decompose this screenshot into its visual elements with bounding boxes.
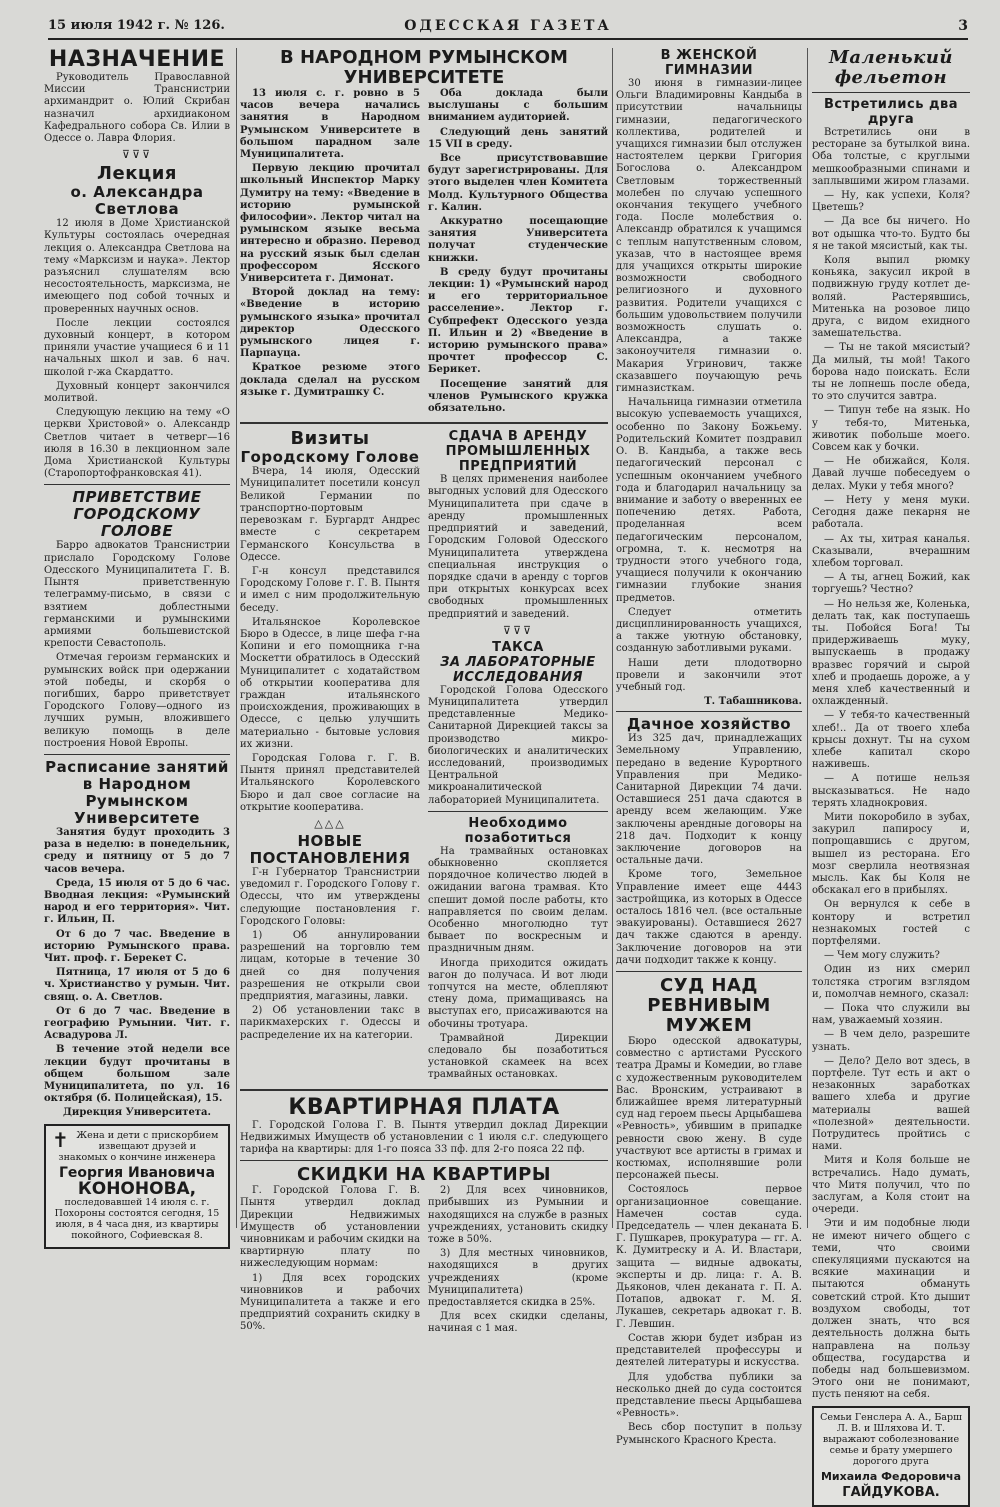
ornament: △△△ [314,816,346,830]
discounts-p1: Г. Городской Голова Г. В. Пынтя утвердил доклад Дирекции Недвижимых Имуществ об установлении чиновникам и рабочим скидки на квартирную плату по нижеследующим нормам: [240,1185,420,1270]
greeting-heading: ПРИВЕТСТВИЕ ГОРОДСКОМУ ГОЛОВЕ [72,488,202,541]
decrees-heading-1: НОВЫЕ [297,831,363,850]
university-a1: 13 июля с. г. ровно в 5 часов вечера начались занятия в Народном Румынском Университете в большом парадном зале Муниципалитета. [240,88,420,161]
divider [240,1160,608,1161]
visits-p3: Итальянское Королевское Бюро в Одессе, в лице шефа г-на Копини и его помощника г-на Москетти обратилось в Одесский Муниципалитет с ходатайством об открытии кооператива для граждан итальянского происхождения, проживающих в Одессе, с целью улучшить материально - бытовые условия их жизни. [240,616,420,750]
column-divider [807,48,808,1228]
divider [240,422,608,424]
feuilleton-p: — В чем дело, разрешите узнать. [812,1029,970,1053]
visits-heading-2: Городскому Голове [240,448,420,467]
court-p2: Состоялось первое организационное совещание. Намечен состав суда. Председатель — член деканата Б. Г. Пушкарев, прокуратура — гг. А. К. Думитреску и А. И. Властари, защита — видные адвокаты, эксперты и др. лица: г. А. В. Дьяконов, член деканата г. П. А. Потапов, адвокат г. М. Я. Лукашев, секретарь адвокат г. В. Г. Левшин. [616,1184,802,1330]
university-b6: Посещение занятий для членов Румынского кружка обязательно. [428,378,608,415]
cross-icon: ✝ [52,1127,69,1152]
court-heading: СУД НАД РЕВНИВЫМ МУЖЕМ [647,975,771,1037]
lecture-heading-2: о. Александра Светлова [70,183,204,219]
newspaper-title: ОДЕССКАЯ ГАЗЕТА [404,18,612,34]
feuilleton-p: Он вернулся к себе в контору и встретил незнакомых гостей с портфелями. [812,899,970,947]
discounts-p4: 3) Для местных чиновников, находящихся в других учреждениях (кроме Муниципалитета) предоставляется скидка в 25%. [428,1248,608,1309]
care-p1: На трамвайных остановках обыкновенно скопляется порядочное количество людей в ожидании вагона трамвая. Кто спешит домой после работы, кто направляется по своим делам. Особенно многолюдно тут бывает по воскресным и праздничным дням. [428,845,608,955]
care-heading: Необходимо позаботиться [464,815,572,846]
page-number: 3 [958,18,968,34]
obituary-box [44,1124,230,1249]
column-divider [236,48,237,1228]
condolence-name1: Михаила Федоровича [820,1469,962,1483]
lecture-heading-1: Лекция [97,163,177,185]
gymnasium-p1: 30 июня в гимназии-лицее Ольги Владимировны Кандыба в присутствии начальницы гимназии, педагогического коллектива, родителей и учащихся гимназии был отслужен настоятелем церкви Григория Богослова о. Александром Светловым торжественный молебен по случаю успешного окончания текущего учебного года. После молебствия о. Александр обратился к учащимся с теплым напутственным словом, указав, что в настоящее время для учащихся открыты широкие возможности свободного религиозного и духовного развития. Родители учащихся с большим удовольствием получили возможность слушать о. Александра, а также законоучителя гимназии о. Макария Угринович, также сказавшего поучающую речь гимназисткам. [616,78,802,395]
divider [240,1089,608,1091]
schedule-fri: Пятница, 17 июля от 5 до 6 ч. Христианство у румын. Чит. свящ. о. А. Светлов. [44,967,230,1003]
university-b1: Оба доклада были выслушаны с большим вниманием аудиторией. [428,88,608,124]
university-b2: Следующий день занятий 15 VII в среду. [428,126,608,150]
feuilleton-p: — Не обижайся, Коля. Давай лучше побеседуем о делах. Муки у тебя много? [812,456,970,492]
obituary-line2: последовавшей 14 июля с. г. Похороны состоятся сегодня, 15 июля, в 4 часа дня, из квартиры покойного, Софиевская 8. [54,1196,220,1241]
visits-p4: Городская Голова г. Г. В. Пынтя принял представителей Итальянского Королевского Бюро и дал свое согласие на открытие кооператива. [240,752,420,813]
tariff-heading-2: ЗА ЛАБОРАТОРНЫЕ ИССЛЕДОВАНИЯ [440,654,596,685]
divider [44,754,230,755]
middle-articles [240,429,608,1083]
feuilleton-p: Митя и Коля больше не встречались. Надо думать, что Митя получил, что по заслугам, а Коля стоит на очереди. [812,1155,970,1216]
masthead [48,18,968,40]
dacha-p1: Из 325 дач, принадлежащих Земельному Управлению, передано в ведение Курортного Управления при Медико-Санитарной Дирекции 74 дачи. Оставшиеся 251 дача сдаются в аренду всем желающим. Уже заключены арендные договоры на 218 дач. Подходит к концу заключение договоров на остальные дачи. [616,733,802,867]
feuilleton-p: — Но нельзя же, Коленька, делать так, как поступаешь ты. Побойся Бога! Ты придерживаешь муку, выпускаешь в продажу вразвес горячий и сырой хлеб и продаешь дороже, а у меня хлеб качественный и охлажденный. [812,598,970,708]
feuilleton-label-2: фельетон [834,67,948,88]
feuilleton-p: — Нету у меня муки. Сегодня даже пекарня не работала. [812,494,970,531]
condolence-box [812,1406,970,1507]
feuilleton-p: — А потише нельзя высказываться. Не надо терять хладнокровия. [812,773,970,809]
feuilleton-p: Встретились они в ресторане за бутылкой вина. Оба толстые, с круглыми мешкообразными спинами и заплывшими жиром глазами. [812,127,970,187]
feuilleton-p: — Пока что служили вы нам, уважаемый хозяин. [812,1003,970,1027]
decrees-heading-2: ПОСТАНОВЛЕНИЯ [249,848,411,867]
discounts-heading: СКИДКИ НА КВАРТИРЫ [296,1164,552,1186]
greeting-p1: Барро адвокатов Транснистрии прислало Городскому Голове Одесского Муниципалитета Г. В. Пынтя приветственную телеграмму-письмо, в связи с взятием доблестными германскими и румынскими армиями большевистской крепости Севастополь. [44,540,230,650]
appointment-text: Руководитель Православной Миссии Транснистрии архимандрит о. Юлий Скрибан назначил архидиаконом Кафедрального собора Св. Илии в Одессе о. Лавра Флория. [44,72,230,145]
obituary-name1: Георгия Ивановича [58,1164,216,1181]
ornament: ⊽⊽⊽ [502,623,534,637]
feuilleton-p: — Да все бы ничего. Но вот одышка что-то. Будто бы я не такой мясистый, как ты. [812,216,970,252]
university-article [240,88,608,417]
discounts-p3: 2) Для всех чиновников, прибывших из Румынии и находящихся на службе в разных учреждениях, установить скидку тоже в 50%. [428,1185,608,1246]
tariff-p1: Городской Голова Одесского Муниципалитета утвердил представленные Медико-Санитарной Дирекцией таксы за производство микро-биологических и аналитических исследований, производимых Центральной микроаналитической лабораторией Муниципалитета. [428,684,608,806]
discounts-article [240,1185,608,1337]
schedule-intro: Занятия будут проходить 3 раза в неделю: в понедельник, среду и пятницу от 5 до 7 часов вечера. [44,826,230,875]
feuilleton-p: — А ты, агнец Божий, как торгуешь? Честно? [812,572,970,596]
university-a2: Первую лекцию прочитал школьный Инспектор Марку Думитру на тему: «Введение в историю румынской философии». Лектор читал на румынском языке весьма интересно и образно. Перевод на русский язык был сделан профессором Ясского Университета г. Димонат. [240,163,420,285]
lecture-p1: 12 июля в Доме Христианской Культуры состоялась очередная лекция о. Александра Светлова на тему «Марксизм и наука». Лектор разъяснил слушателям всю несостоятельность, марксизма, не имеющего под собой точных и проверенных научных основ. [44,218,230,315]
feuilleton-p: — У тебя-то качественный хлеб!.. Да от твоего хлеба крысы дохнут. Ты на сухом хлебе капитал скоро наживешь. [812,710,970,771]
column-4 [812,47,970,1500]
decrees-p1: Г-н Губернатор Транснистрии уведомил г. Городского Голову г. Одессы, что им утверждены следующие постановления г. Городского Головы: [240,866,420,927]
lecture-p4: Следующую лекцию на тему «О церкви Христовой» о. Александр Светлов читает в четверг—16 июля в 16.30 в лекционном зале Дома Христианской Культуры (Старопортофранковская 41). [44,407,230,480]
university-b4: Аккуратно посещающие занятия Университета получат студенческие книжки. [428,216,608,264]
lecture-p2: После лекции состоялся духовный концерт, в котором приняли участие учащиеся 6 и 11 начальных школ и зав. 6 нач. школой г-жа Скардатто. [44,317,230,378]
university-a4: Краткое резюме этого доклада сделал на русском языке г. Думитрашку С. [240,362,420,398]
obituary-line1: Жена и дети с прискорбием извещают друзей и знакомых о кончине инженера [58,1129,219,1163]
lease-heading: СДАЧА В АРЕНДУ ПРОМЫШЛЕННЫХ ПРЕДПРИЯТИЙ [445,429,591,475]
divider [812,92,970,93]
schedule-wed: Среда, 15 июля от 5 до 6 час. Вводная лекция: «Румынский народ и его территория». Чит. г. Ильин, П. [44,877,230,926]
feuilleton-p: — Чем могу служить? [824,950,940,962]
visits-p2: Г-н консул представился Городскому Голове г. Г. В. Пынтя и имел с ним продолжительную беседу. [240,565,420,614]
lecture-p3: Духовный концерт закончился молитвой. [44,380,230,405]
discounts-p2: 1) Для всех городских чиновников и рабочих Муниципалитета а также и его предприятий сохранить скидку в 50%. [240,1272,420,1333]
visits-heading-1: Визиты [290,428,370,450]
visits-p1: Вчера, 14 июля, Одесский Муниципалитет посетили консул Великой Германии по транспортно-портовым перевозкам г. Бургардт Андрес вместе с секретарем Германского Консульства в Одессе. [240,466,420,563]
gymnasium-p4: Наши дети плодотворно провели и закончили этот учебный год. [616,657,802,693]
issue-date: 15 июля 1942 г. № 126. [48,18,225,33]
court-p3: Состав жюри будет избран из представителей профессуры и деятелей литературы и искусства. [616,1332,802,1369]
column-divider [612,48,613,1228]
rent-heading: КВАРТИРНАЯ ПЛАТА [288,1094,560,1120]
feuilleton-p: — Ты не такой мясистый? Да милый, ты мой! Такого борова надо поискать. Если ты не лопнешь после обеда, то это случится завтра. [812,342,970,403]
condolence-name2: ГАЙДУКОВА. [842,1484,940,1500]
feuilleton-p: — Типун тебе на язык. Но у тебя-то, Митенька, животик побольше моего. Совсем как у бочки. [812,405,970,454]
feuilleton-heading: Встретились два друга [824,97,958,127]
greeting-p2: Отмечая героизм германских и румынских войск при одержании этой победы, и скорбя о погибших, барро приветствует Городского Голову—одного из лучших румын, вложившего великую помощь в деле построения Новой Европы. [44,652,230,749]
column-1 [44,47,230,1241]
university-b3: Все присутствовавшие будут зарегистрированы. Для этого выделен член Комитета Молд. Культурного Общества г. Калин. [428,153,608,213]
gymnasium-p2: Начальница гимназии отметила высокую успеваемость учащихся, особенно по Закону Божьему. Родительский Комитет поздравил О. В. Кандыба, а также весь педагогический персонал с успешным окончанием учебного года и благодарил начальницу за внимание и заботу о вверенных ее попечению детях. Работа, проделанная всем педагогическим персоналом, огромна, т. к. несмотря на трудности этого учебного года, учащиеся получили к окончанию гимназии глубокие знания предметов. [616,397,802,604]
feuilleton-p: Один из них смерил толстяка строгим взглядом и, помолчав немного, сказал: [812,964,970,1000]
divider [428,811,608,812]
court-p4: Для удобства публики за несколько дней до суда состоится представление пьесы Арцыбашева «Ревность». [616,1371,802,1420]
condolence-text: Семьи Генслера А. А., Барш Л. В. и Шляхова И. Т. выражают соболезнование семье и брату умершего дорогого друга [820,1411,962,1467]
divider [616,711,802,712]
rent-p1: Г. Городской Голова Г. В. Пынтя утвердил доклад Дирекции Недвижимых Имуществ об установлении с 1 июля с.г. следующего тарифа на квартиры: для 1-го пояса 33 пф. для 2-го пояса 22 пф. [240,1119,608,1156]
discounts-p5: Для всех скидки сделаны, начиная с 1 мая. [428,1311,608,1335]
schedule-fri2: От 6 до 7 час. Введение в географию Румынии. Чит. г. Асвадурова Л. [44,1005,230,1042]
gymnasium-p3: Следует отметить дисциплинированность учащихся, а также уютную обстановку, созданную заботливыми руками. [616,606,802,655]
tariff-heading-1: ТАКСА [492,639,544,655]
appointment-heading: НАЗНАЧЕНИЕ [48,47,226,72]
court-p1: Бюро одесской адвокатуры, совместно с артистами Русского театра Драмы и Комедии, во главе с художественным руководителем Вас. Вронским, устраивают в ближайшее время литературный суд над героем пьесы Арцыбашева «Ревность», убившим в припадке ревности свою жену. В суде участвуют все артисты в гримах и костюмах, исполнявшие роли персонажей пьесы. [616,1036,802,1182]
lease-p1: В целях применения наиболее выгодных условий для Одесского Муниципалитета при сдаче в аренду промышленных предприятий и заведений, Городским Головой Одесского Муниципалитета утверждена специальная инструкция о порядке сдачи в аренду с торгов при открытых конкурсах всех свободных промышленных предприятий и заведений. [428,474,608,620]
feuilleton-p: — Ну, как успехи, Коля? Цветешь? [812,190,970,214]
schedule-heading: Расписание занятий в Народном Румынском Университете [45,757,229,827]
divider [44,484,230,485]
decrees-p2: 1) Об аннулировании разрешений на торговлю тем лицам, которые в течение 30 дней со дня получения разрешения не открыли свои предприятия, магазины, лавки. [240,929,420,1002]
gymnasium-heading: В ЖЕНСКОЙ ГИМНАЗИИ [660,48,758,78]
column-3 [616,48,802,1446]
feuilleton-p: — Ах ты, хитрая каналья. Сказывали, вчерашним хлебом торговал. [812,533,970,569]
column-2 [240,47,608,1335]
schedule-wed2: От 6 до 7 час. Введение в историю Румынского права. Чит. проф. г. Берекет С. [44,928,230,964]
university-b5: В среду будут прочитаны лекции: 1) «Румынский народ и его территориальное расселение». Лектор г. Субпрефект Одесского уезда П. Ильин и 2) «Введение в историю румынского права» прочтет профессор С. Берикет. [428,266,608,376]
care-p3: Трамвайной Дирекции следовало бы позаботиться установкой скамеек на всех трамвайных остановках. [428,1032,608,1081]
court-p5: Весь сбор поступит в пользу Румынского Красного Креста. [616,1422,802,1446]
dacha-p2: Кроме того, Земельное Управление имеет еще 4443 застройщика, из которых в Одессе осталось 1816 чел. (все остальные эвакуированы). Оставшиеся 2627 дач также сдаются в аренду. Заключение договоров на эти дачи подходит также к концу. [616,869,802,966]
dacha-heading: Дачное хозяйство [626,715,792,734]
care-p2: Иногда приходится ожидать вагон до получаса. И вот люди топчутся на месте, облепляют стену дома, примащиваясь на выступах его, присаживаются на обочины тротуара. [428,957,608,1030]
schedule-sign: Дирекция Университета. [63,1107,211,1119]
university-a3: Второй доклад на тему: «Введение в историю румынского языка» прочитал директор Одесского румынского лицея г. Парпауца. [240,287,420,360]
feuilleton-p: Эти и им подобные люди не имеют ничего общего с теми, что своими спекуляциями пускаются на всякие махинации и пытаются обмануть советский строй. Кто дышит воздухом свободы, тот должен знать, что вся деятельность должна быть направлена на пользу общества, государства и победы над большевизмом. Этого они не понимают, пусть пеняют на себя. [812,1218,970,1401]
schedule-note: В течение этой недели все лекции будут прочитаны в общем большом зале Муниципалитета, по ул. 16 октября (б. Полицейская), 15. [44,1044,230,1105]
feuilleton-p: Мити покоробило в зубах, закурил папиросу и, попрощавшись с другом, вышел из ресторана. Его мозг сверлила неотвязная мысль. Как бы Коля не обскакал его в прибылях. [812,811,970,897]
decrees-p3: 2) Об установлении такс в парикмахерских г. Одессы и распределение их на категории. [240,1005,420,1041]
feuilleton-p: — Дело? Дело вот здесь, в портфеле. Тут есть и акт о незаконных заработках вашего хлеба и другие материалы вашей «полезной» деятельности. Потрудитесь пройтись с нами. [812,1055,970,1153]
obituary-name2: КОНОНОВА, [77,1178,197,1199]
divider [616,971,802,972]
gymnasium-sign: Т. Табашникова. [704,696,802,708]
feuilleton-p: Коля выпил рюмку коньяка, закусил икрой в подвижную груду котлет де-воляй. Растерявшись, Митенька на розовое лицо друга, с видом ехидного замешательства. [812,255,970,340]
feuilleton-label-1: Маленький [828,47,954,68]
ornament: ⊽⊽⊽ [121,148,153,162]
university-heading: В НАРОДНОМ РУМЫНСКОМ УНИВЕРСИТЕТЕ [280,47,568,88]
